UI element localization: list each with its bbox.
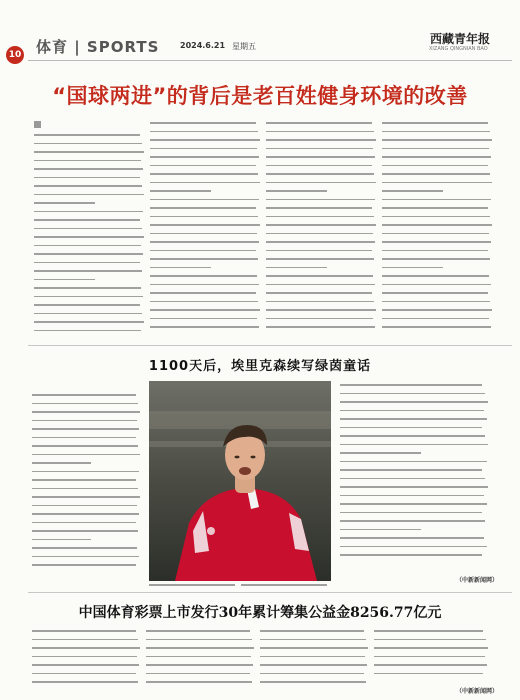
- text-line: [150, 139, 260, 141]
- text-line: [150, 284, 259, 286]
- text-line: [150, 173, 258, 175]
- text-line: [32, 488, 138, 490]
- text-line: [266, 301, 374, 303]
- text-line: [382, 216, 490, 218]
- text-line: [150, 326, 259, 328]
- text-line: [32, 454, 140, 456]
- text-line: [260, 630, 364, 632]
- text-line: [340, 546, 487, 548]
- text-line: [150, 131, 258, 133]
- text-line: [146, 656, 251, 658]
- text-line: [382, 326, 491, 328]
- text-line: [260, 673, 364, 675]
- article3-source: （中新新闻网）: [456, 688, 499, 695]
- text-line: [34, 134, 140, 136]
- text-line: [266, 165, 372, 167]
- article1-column-3: [266, 122, 376, 339]
- text-line: [32, 547, 137, 549]
- text-line: [34, 185, 142, 187]
- text-line: [266, 148, 373, 150]
- text-line: [266, 326, 375, 328]
- article1-column-4: [382, 122, 492, 339]
- text-line: [374, 630, 483, 632]
- text-line: [266, 284, 375, 286]
- text-line: [34, 177, 140, 179]
- text-line: [260, 656, 365, 658]
- text-line: [340, 537, 484, 539]
- text-line: [32, 394, 136, 396]
- text-line: [34, 194, 144, 196]
- text-line: [32, 664, 139, 666]
- text-line: [266, 292, 372, 294]
- text-line: [340, 461, 487, 463]
- text-line: [374, 656, 485, 658]
- text-line: [266, 250, 372, 252]
- text-line: [150, 224, 260, 226]
- text-line: [340, 469, 482, 471]
- text-line: [150, 301, 258, 303]
- text-line: [382, 182, 492, 184]
- page-header: [0, 0, 520, 60]
- text-line: [340, 486, 488, 488]
- text-line: [150, 241, 259, 243]
- text-line: [32, 681, 138, 683]
- article1-column-1: [34, 134, 144, 339]
- article1-column-2: [150, 122, 260, 339]
- text-line: [32, 462, 91, 464]
- text-line: [266, 173, 374, 175]
- text-line: [374, 664, 487, 666]
- text-line: [266, 182, 376, 184]
- text-line: [34, 160, 141, 162]
- text-line: [146, 630, 250, 632]
- byline-marker-icon: [34, 121, 41, 128]
- text-line: [340, 452, 421, 454]
- text-line: [266, 309, 376, 311]
- text-line: [260, 647, 368, 649]
- text-line: [146, 664, 253, 666]
- text-line: [146, 639, 252, 641]
- text-line: [34, 270, 142, 272]
- article3-headline: 中国体育彩票上市发行30年累计筹集公益金8256.77亿元: [78, 605, 442, 621]
- text-line: [382, 318, 489, 320]
- text-line: [34, 143, 142, 145]
- text-line: [32, 630, 136, 632]
- text-line: [382, 267, 443, 269]
- text-line: [340, 410, 484, 412]
- text-line: [32, 445, 138, 447]
- text-line: [34, 151, 144, 153]
- text-line: [150, 216, 258, 218]
- text-line: [32, 471, 139, 473]
- text-line: [266, 267, 327, 269]
- text-line: [34, 321, 144, 323]
- text-line: [340, 435, 485, 437]
- text-line: [34, 168, 143, 170]
- text-line: [32, 428, 139, 430]
- text-line: [382, 122, 488, 124]
- text-line: [34, 228, 142, 230]
- text-line: [150, 156, 259, 158]
- text-line: [266, 190, 327, 192]
- text-line: [374, 647, 488, 649]
- text-line: [32, 437, 136, 439]
- text-line: [266, 241, 375, 243]
- text-line: [266, 258, 374, 260]
- text-line: [266, 207, 372, 209]
- text-line: [374, 639, 486, 641]
- text-line: [340, 418, 487, 420]
- issue-weekday: 星期五: [232, 42, 256, 51]
- text-line: [150, 199, 259, 201]
- text-line: [382, 258, 490, 260]
- text-line: [382, 284, 491, 286]
- divider-2: [28, 592, 512, 593]
- text-line: [340, 384, 482, 386]
- section-title: 体育 | SPORTS: [36, 38, 160, 56]
- text-line: [34, 253, 143, 255]
- header-rule: [28, 60, 512, 61]
- text-line: [150, 275, 257, 277]
- newspaper-logo: 西藏青年报: [430, 32, 491, 46]
- text-line: [32, 530, 138, 532]
- newspaper-logo-subtitle: XIZANG QINGNIAN BAO: [429, 46, 488, 52]
- text-line: [382, 156, 491, 158]
- text-line: [146, 681, 252, 683]
- text-line: [150, 233, 257, 235]
- text-line: [266, 156, 375, 158]
- text-line: [32, 496, 140, 498]
- text-line: [266, 131, 374, 133]
- text-line: [32, 411, 140, 413]
- text-line: [340, 520, 485, 522]
- divider-1: [28, 345, 512, 346]
- text-line: [32, 505, 137, 507]
- text-line: [149, 584, 235, 586]
- text-line: [150, 309, 260, 311]
- text-line: [382, 275, 489, 277]
- text-line: [382, 190, 443, 192]
- issue-date: 2024.6.21: [180, 41, 226, 50]
- text-line: [150, 292, 256, 294]
- text-line: [340, 503, 487, 505]
- text-line: [34, 287, 141, 289]
- text-line: [32, 522, 136, 524]
- text-line: [266, 199, 375, 201]
- text-line: [340, 529, 421, 531]
- text-line: [266, 139, 376, 141]
- text-line: [382, 165, 488, 167]
- text-line: [34, 330, 141, 332]
- article2-headline: 1100天后，埃里克森续写绿茵童话: [148, 359, 372, 374]
- text-line: [382, 131, 490, 133]
- text-line: [266, 233, 373, 235]
- text-line: [32, 479, 136, 481]
- text-line: [382, 250, 488, 252]
- text-line: [146, 647, 254, 649]
- text-line: [266, 318, 373, 320]
- text-line: [34, 313, 142, 315]
- text-line: [32, 673, 136, 675]
- text-line: [32, 564, 136, 566]
- text-line: [340, 401, 488, 403]
- text-line: [32, 639, 138, 641]
- text-line: [32, 647, 140, 649]
- text-line: [34, 211, 143, 213]
- text-line: [382, 233, 489, 235]
- text-line: [382, 139, 492, 141]
- article3-column-3: [260, 630, 368, 690]
- text-line: [34, 262, 140, 264]
- text-line: [382, 301, 490, 303]
- text-line: [34, 219, 140, 221]
- text-line: [266, 275, 373, 277]
- text-line: [382, 224, 492, 226]
- article2-column-1: [32, 394, 140, 574]
- text-line: [34, 202, 95, 204]
- text-line: [34, 279, 95, 281]
- text-line: [32, 539, 91, 541]
- player-photo: [149, 381, 331, 581]
- page-number: 10: [6, 46, 24, 64]
- text-line: [150, 165, 256, 167]
- text-line: [34, 236, 144, 238]
- text-line: [32, 420, 137, 422]
- text-line: [32, 513, 139, 515]
- article2-column-4: [340, 384, 488, 567]
- text-line: [340, 495, 484, 497]
- text-line: [260, 664, 367, 666]
- text-line: [266, 216, 374, 218]
- text-line: [374, 673, 483, 675]
- article3-column-4: [374, 630, 488, 682]
- text-line: [260, 681, 366, 683]
- text-line: [32, 656, 137, 658]
- text-line: [382, 207, 488, 209]
- text-line: [34, 296, 143, 298]
- text-line: [150, 250, 256, 252]
- article2-source: （中新新闻网）: [456, 577, 499, 584]
- article3-column-1: [32, 630, 140, 690]
- text-line: [260, 639, 366, 641]
- text-line: [382, 292, 488, 294]
- text-line: [340, 444, 488, 446]
- text-line: [150, 207, 256, 209]
- text-line: [266, 122, 372, 124]
- text-line: [150, 182, 260, 184]
- text-line: [340, 393, 485, 395]
- text-line: [146, 673, 250, 675]
- text-line: [241, 584, 327, 586]
- text-line: [382, 199, 491, 201]
- text-line: [340, 478, 485, 480]
- article1-headline: “国球两进”的背后是老百姓健身环境的改善: [52, 84, 468, 108]
- text-line: [340, 554, 482, 556]
- text-line: [150, 258, 258, 260]
- text-line: [266, 224, 376, 226]
- text-line: [150, 267, 211, 269]
- article1-byline: [34, 120, 44, 129]
- text-line: [34, 245, 141, 247]
- text-line: [150, 190, 211, 192]
- text-line: [382, 173, 490, 175]
- text-line: [382, 241, 491, 243]
- text-line: [340, 512, 482, 514]
- text-line: [382, 148, 489, 150]
- text-line: [340, 427, 482, 429]
- text-line: [34, 304, 140, 306]
- text-line: [150, 122, 256, 124]
- text-line: [150, 148, 257, 150]
- text-line: [32, 556, 139, 558]
- article3-column-2: [146, 630, 254, 690]
- text-line: [382, 309, 492, 311]
- text-line: [32, 403, 138, 405]
- text-line: [150, 318, 257, 320]
